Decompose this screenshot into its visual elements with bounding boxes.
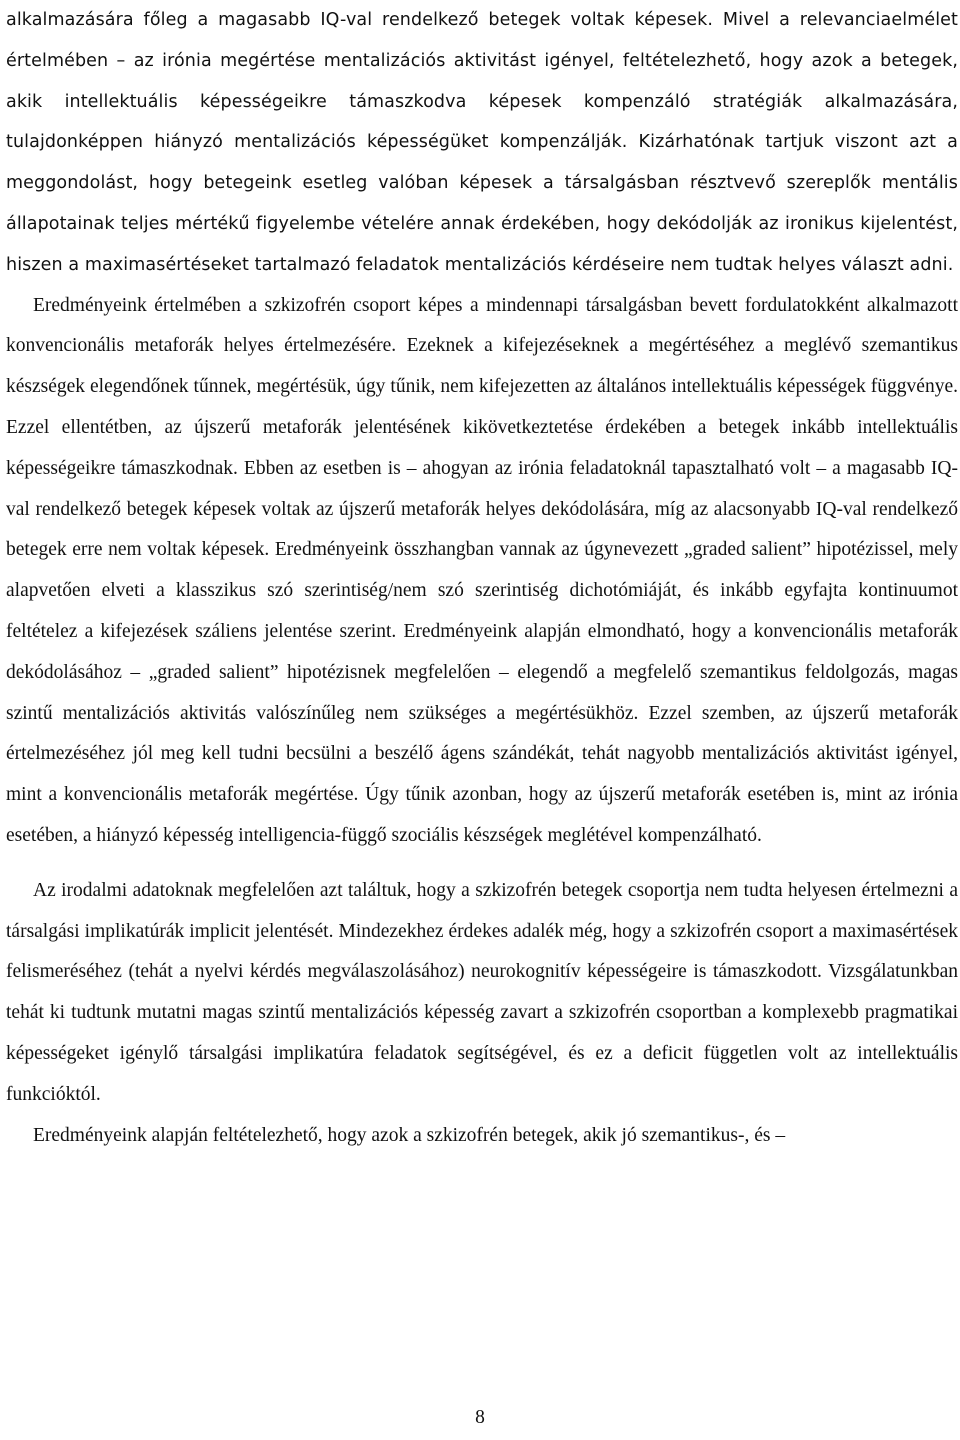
paragraph-3	[6, 871, 958, 1116]
paragraph-4-text: Eredményeink alapján feltételezhető, hogy azok a szkizofrén betegek, akik jó szemantikus-, és –	[33, 1124, 786, 1146]
paragraph-2	[6, 286, 958, 857]
paragraph-4	[6, 1116, 958, 1157]
page-number: 8	[475, 1407, 485, 1428]
paragraph-2-text: Eredményeink értelmében a szkizofrén csoport képes a mindennapi társalgásban bevett fordulatokként alkalmazott konvencionális metaforák helyes értelmezésére. Ezeknek a kifejezéseknek a megértéséhez a meglévő szemantikus készségek elegendőnek tűnnek, megértésük, úgy tűnik, nem kifejezetten az általános intellektuális képességek függvénye. Ezzel ellentétben, az újszerű metaforák jelentésének kikövetkeztetése érdekében a betegek inkább intellektuális képességeikre támaszkodnak. Ebben az esetben is – ahogyan az irónia feladatoknál tapasztalható volt – a magasabb IQ-val rendelkező betegek képesek voltak az újszerű metaforák helyes dekódolására, míg az alacsonyabb IQ-val rendelkező betegek erre nem voltak képesek. Eredményeink összhangban vannak az úgynevezett „graded salient” hipotézissel, mely alapvetően elveti a klasszikus szó szerintiség/nem szó szerintiség dichotómiáját, és inkább egyfajta kontinuumot feltételez a kifejezések száliens jelentése szerint. Eredményeink alapján elmondható, hogy a konvencionális metaforák dekódolásához – „graded salient” hipotézisnek megfelelően – elegendő a megfelelő szemantikus feldolgozás, magas szintű mentalizációs aktivitás valószínűleg nem szükséges a megértésükhöz. Ezzel szemben, az újszerű metaforák értelmezéséhez jól meg kell tudni becsülni a beszélő ágens szándékát, tehát nagyobb mentalizációs aktivitást igényel, mint a konvencionális metaforák megértése. Úgy tűnik azonban, hogy az újszerű metaforák esetében is, mint az irónia esetében, a hiányzó képesség intelligencia-függő szociális készségek meglétével kompenzálható.	[6, 294, 958, 846]
paragraph-1	[6, 0, 958, 286]
paragraph-3-text: Az irodalmi adatoknak megfelelően azt találtuk, hogy a szkizofrén betegek csoportja nem tudta helyesen értelmezni a társalgási implikatúrák implicit jelentését. Mindezekhez érdekes adalék még, hogy a szkizofrén csoport a maximasértések felismeréséhez (tehát a nyelvi kérdés megválaszolásához) neurokognitív képességeire is támaszkodott. Vizsgálatunkban tehát ki tudtunk mutatni magas szintű mentalizációs képesség zavart a szkizofrén csoportban a komplexebb pragmatikai képességeket igénylő társalgási implikatúra feladatok segítségével, és ez a deficit független volt az intellektuális funkcióktól.	[6, 879, 958, 1105]
paragraph-1-text: alkalmazására főleg a magasabb IQ-val rendelkező betegek voltak képesek. Mivel a relevanciaelmélet értelmében – az irónia megértése mentalizációs aktivitást igényel, feltételezhető, hogy azok a betegek, akik intellektuális képességeikre támaszkodva képesek kompenzáló stratégiák alkalmazására, tulajdonképpen hiányzó mentalizációs képességüket kompenzálják. Kizárhatónak tartjuk viszont azt a meggondolást, hogy betegeink esetleg valóban képesek a társalgásban résztvevő szereplők mentális állapotainak teljes mértékű figyelembe vételére annak érdekében, hogy dekódolják az ironikus kijelentést, hiszen a maximasértéseket tartalmazó feladatok mentalizációs kérdéseire nem tudtak helyes választ adni.	[6, 10, 958, 275]
document-page	[6, 0, 958, 1156]
